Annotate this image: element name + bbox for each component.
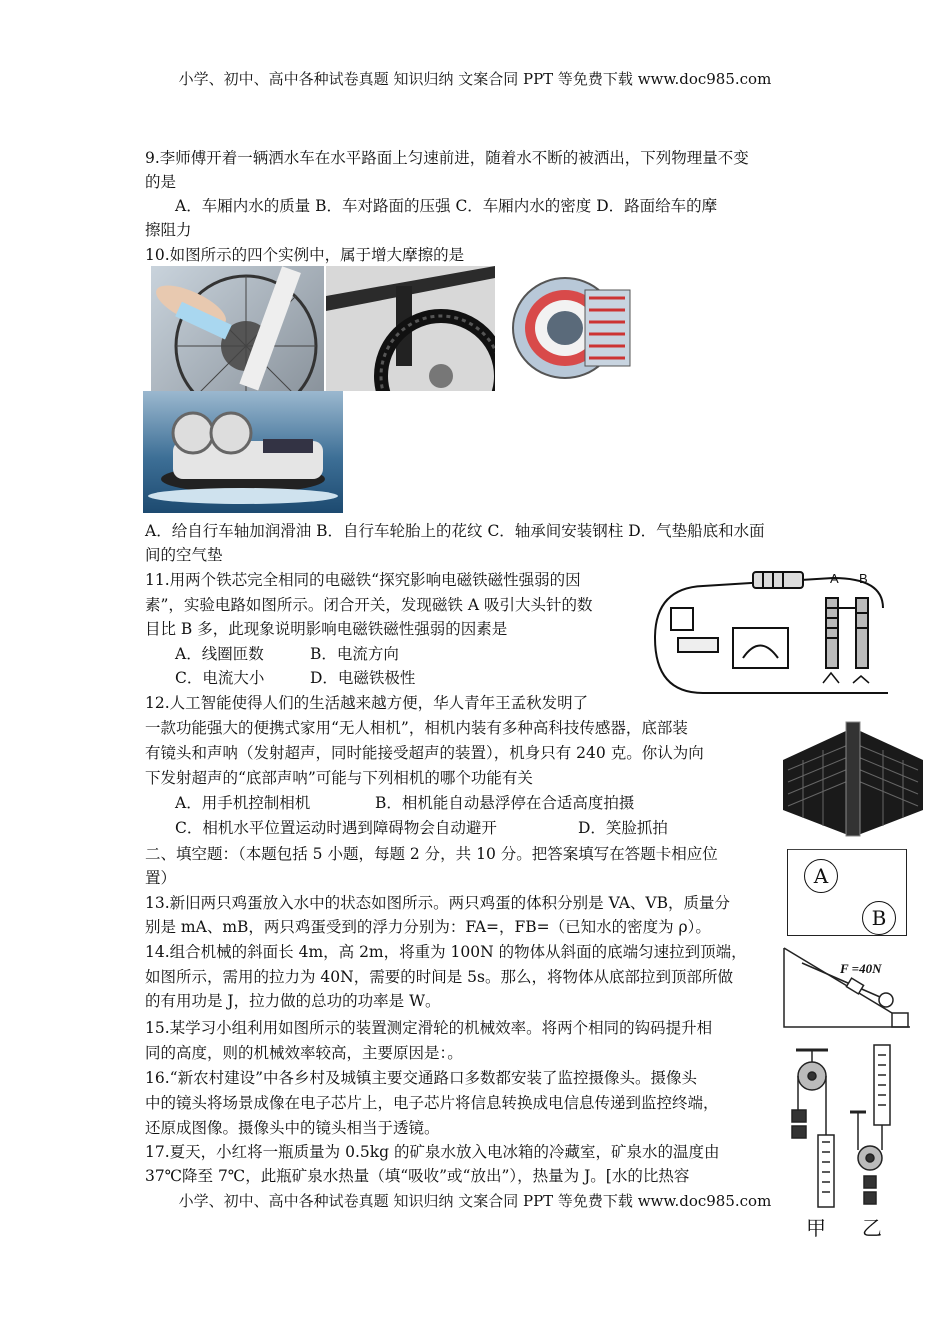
magnet-a-label: A bbox=[830, 571, 839, 586]
pulley-label-yi: 乙 bbox=[862, 1216, 882, 1240]
q15-stem-line2: 同的高度，则的机械效率较高，主要原因是：。 bbox=[145, 1044, 463, 1062]
q15-stem-line1: 15.某学习小组利用如图所示的装置测定滑轮的机械效率。将两个相同的钩码提升相 bbox=[145, 1019, 713, 1037]
q12-stem-line3: 有镜头和声呐（发射超声，同时能接受超声的装置），机身只有 240 克。你认为向 bbox=[145, 744, 704, 762]
q12-option-c: C．相机水平位置运动时遇到障碍物会自动避开 bbox=[175, 819, 497, 837]
section2-heading-line1: 二、填空题：（本题包括 5 小题，每题 2 分，共 10 分。把答案填写在答题卡相应位 bbox=[145, 845, 718, 863]
q16-stem-line1: 16.“新农村建设”中各乡村及城镇主要交通路口多数都安装了监控摄像头。摄像头 bbox=[145, 1069, 698, 1087]
q14-stem-line3: 的有用功是 J，拉力做的总功的功率是 W。 bbox=[145, 992, 441, 1010]
drone-camera-image bbox=[778, 720, 928, 838]
q11-option-b: B．电流方向 bbox=[310, 645, 399, 663]
q12-stem-line1: 12.人工智能使得人们的生活越来越方便，华人青年王孟秋发明了 bbox=[145, 694, 589, 712]
q11-stem-line3: 目比 B 多，此现象说明影响电磁铁磁性强弱的因素是 bbox=[145, 620, 508, 638]
bike-tire-image bbox=[326, 266, 495, 391]
q12-stem-line4: 下发射超声的“底部声呐”可能与下列相机的哪个功能有关 bbox=[145, 769, 533, 787]
q17-stem-line1: 17.夏天，小红将一瓶质量为 0.5kg 的矿泉水放入电冰箱的冷藏室，矿泉水的温度由 bbox=[145, 1143, 720, 1161]
q9-stem-line2: 的是 bbox=[145, 173, 177, 191]
incline-pulley-diagram bbox=[782, 945, 912, 1030]
q16-stem-line2: 中的镜头将场景成像在电子芯片上，电子芯片将信息转换成电信息传递到监控终端， bbox=[145, 1094, 719, 1112]
q10-options-cont: 间的空气垫 bbox=[145, 546, 223, 564]
page-header: 小学、初中、高中各种试卷真题 知识归纳 文案合同 PPT 等免费下载 www.doc985.com bbox=[178, 70, 772, 88]
q12-option-b: B．相机能自动悬浮停在合适高度拍摄 bbox=[375, 794, 635, 812]
egg-a: A bbox=[804, 859, 838, 893]
pulley-label-jia: 甲 bbox=[806, 1216, 826, 1240]
q11-stem-line1: 11.用两个铁芯完全相同的电磁铁“探究影响电磁铁磁性强弱的因 bbox=[145, 571, 581, 589]
force-label: F =40N bbox=[840, 961, 882, 976]
q9-stem-line1: 9.李师傅开着一辆洒水车在水平路面上匀速前进，随着水不断的被洒出，下列物理量不变 bbox=[145, 149, 749, 167]
q11-option-a: A．线圈匝数 bbox=[175, 645, 264, 663]
q12-option-d: D．笑脸抓拍 bbox=[578, 819, 668, 837]
q14-stem-line2: 如图所示，需用的拉力为 40N，需要的时间是 5s。那么，将物体从底部拉到顶部所做 bbox=[145, 968, 733, 986]
q13-stem-line2: 别是 mA、mB，两只鸡蛋受到的浮力分别为：FA=，FB=（已知水的密度为 ρ）。 bbox=[145, 918, 711, 936]
q16-stem-line3: 还原成图像。摄像头中的镜头相当于透镜。 bbox=[145, 1119, 440, 1137]
q10-stem: 10.如图所示的四个实例中，属于增大摩擦的是 bbox=[145, 246, 465, 264]
q13-stem-line1: 13.新旧两只鸡蛋放入水中的状态如图所示。两只鸡蛋的体积分别是 VA、VB，质量分 bbox=[145, 894, 730, 912]
bearing-image bbox=[505, 270, 635, 385]
section2-heading-line2: 置） bbox=[145, 869, 177, 887]
q12-stem-line2: 一款功能强大的便携式家用“无人相机”，相机内装有多种高科技传感器，底部装 bbox=[145, 719, 688, 737]
q11-option-d: D．电磁铁极性 bbox=[310, 669, 416, 687]
q11-stem-line2: 素”，实验电路如图所示。闭合开关，发现磁铁 A 吸引大头针的数 bbox=[145, 596, 593, 614]
eggs-in-water-diagram bbox=[787, 849, 907, 936]
hovercraft-image bbox=[143, 391, 343, 513]
q14-stem-line1: 14.组合机械的斜面长 4m，高 2m，将重为 100N 的物体从斜面的底端匀速拉到顶端， bbox=[145, 943, 747, 961]
q10-options: A．给自行车轴加润滑油 B．自行车轮胎上的花纹 C．轴承间安装钢柱 D．气垫船底和水面 bbox=[145, 522, 765, 540]
q9-options: A．车厢内水的质量 B．车对路面的压强 C．车厢内水的密度 D．路面给车的摩 bbox=[175, 197, 718, 215]
q9-options-cont: 擦阻力 bbox=[145, 221, 192, 239]
q11-option-c: C．电流大小 bbox=[175, 669, 265, 687]
page-footer: 小学、初中、高中各种试卷真题 知识归纳 文案合同 PPT 等免费下载 www.doc985.com bbox=[178, 1192, 772, 1210]
water-surface-line bbox=[788, 849, 906, 850]
egg-b: B bbox=[862, 901, 896, 935]
pulley-setups-diagram bbox=[788, 1040, 908, 1245]
magnet-b-label: B bbox=[859, 571, 868, 586]
electromagnet-circuit-diagram bbox=[643, 568, 898, 708]
bike-lubrication-image bbox=[151, 266, 324, 391]
q12-option-a: A．用手机控制相机 bbox=[175, 794, 311, 812]
q17-stem-line2: 37℃降至 7℃，此瓶矿泉水热量（填“吸收”或“放出”），热量为 J。[水的比热容 bbox=[145, 1167, 690, 1185]
